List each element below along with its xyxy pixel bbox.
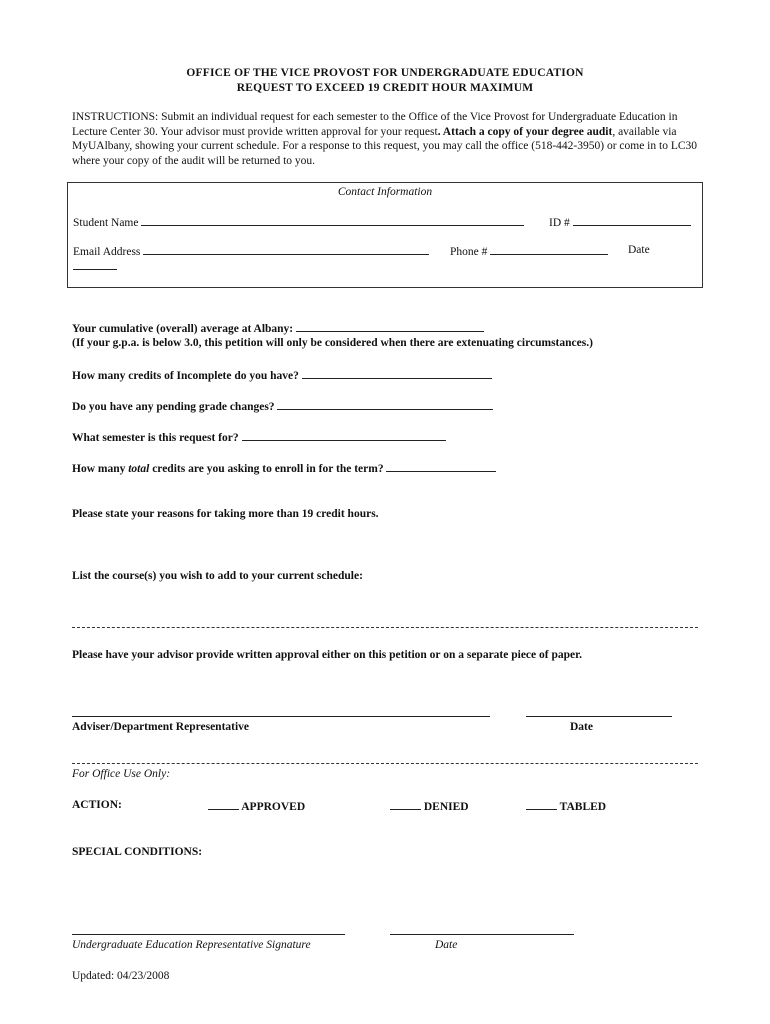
incomplete-label: How many credits of Incomplete do you have? (72, 370, 299, 382)
advisor-signature-line[interactable] (72, 716, 490, 717)
email-field[interactable] (143, 244, 429, 255)
date-row (73, 259, 117, 273)
id-label: ID # (549, 217, 570, 229)
tabled-field[interactable] (526, 799, 557, 810)
total-credits-field[interactable] (386, 461, 496, 472)
total-suffix: credits are you asking to enroll in for the term? (152, 463, 384, 475)
total-italic: total (128, 463, 150, 475)
incomplete-field[interactable] (302, 368, 492, 379)
section-divider (72, 627, 698, 628)
reasons-label: Please state your reasons for taking more than 19 credit hours. (72, 508, 379, 520)
form-title: REQUEST TO EXCEED 19 CREDIT HOUR MAXIMUM (236, 82, 534, 94)
courses-label: List the course(s) you wish to add to your current schedule: (72, 570, 363, 582)
gpa-row (72, 321, 484, 335)
tabled-option[interactable] (526, 799, 606, 813)
advisor-date-line[interactable] (526, 716, 672, 717)
contact-date-field[interactable] (73, 259, 117, 270)
email-row (73, 244, 429, 258)
id-field[interactable] (573, 215, 691, 226)
approved-option[interactable] (208, 799, 305, 813)
pending-label: Do you have any pending grade changes? (72, 401, 275, 413)
instructions (72, 110, 700, 168)
advisor-date-label: Date (570, 721, 593, 733)
action-label: ACTION: (72, 799, 122, 811)
contact-heading: Contact Information (337, 186, 433, 198)
representative-date-label: Date (435, 939, 458, 951)
representative-signature-label: Undergraduate Education Representative Signature (72, 939, 311, 951)
contact-information-box (67, 182, 703, 288)
gpa-label: Your cumulative (overall) average at Albany: (72, 323, 294, 335)
total-prefix: How many (72, 463, 126, 475)
email-label: Email Address (73, 246, 141, 258)
phone-label: Phone # (450, 246, 488, 258)
phone-row (450, 244, 608, 258)
denied-label: DENIED (423, 801, 469, 813)
date-label: Date (628, 244, 650, 256)
denied-field[interactable] (390, 799, 421, 810)
denied-option[interactable] (390, 799, 469, 813)
updated-date: Updated: 04/23/2008 (72, 970, 170, 982)
phone-field[interactable] (490, 244, 608, 255)
student-name-label: Student Name (73, 217, 139, 229)
tabled-label: TABLED (559, 801, 607, 813)
id-row (549, 215, 691, 229)
advisor-label: Adviser/Department Representative (72, 721, 250, 733)
representative-date-line[interactable] (390, 934, 574, 935)
gpa-note: (If your g.p.a. is below 3.0, this petition will only be considered when there are extenuating circumstances.) (72, 337, 593, 349)
approved-label: APPROVED (241, 801, 306, 813)
special-conditions-label: SPECIAL CONDITIONS: (72, 846, 203, 858)
office-title: OFFICE OF THE VICE PROVOST FOR UNDERGRADUATE EDUCATION (186, 67, 584, 79)
gpa-field[interactable] (296, 321, 484, 332)
semester-row (72, 430, 446, 444)
pending-field[interactable] (277, 399, 493, 410)
semester-field[interactable] (242, 430, 446, 441)
approved-field[interactable] (208, 799, 239, 810)
incomplete-row (72, 368, 492, 382)
instructions-text-2: , available via MyUAlbany, showing your current schedule. For a response to this request, you may call the office (518-442-3950) or come in to LC30 where your copy of the audit will be returned to you. (72, 125, 698, 167)
instructions-text: INSTRUCTIONS: Submit an individual request for each semester to the Office of the Vice Provost for Undergraduate Education in Lecture Center 30. Your advisor must provide written approval for your request (72, 111, 678, 138)
pending-row (72, 399, 493, 413)
office-heading: For Office Use Only: (72, 768, 171, 780)
student-name-row (73, 215, 524, 229)
representative-signature-line[interactable] (72, 934, 345, 935)
semester-label: What semester is this request for? (72, 432, 239, 444)
office-divider (72, 763, 698, 764)
advisor-note: Please have your advisor provide written approval either on this petition or on a separate piece of paper. (72, 649, 583, 661)
student-name-field[interactable] (141, 215, 524, 226)
instructions-bold: . Attach a copy of your degree audit (437, 125, 613, 138)
total-credits-row (72, 461, 496, 475)
